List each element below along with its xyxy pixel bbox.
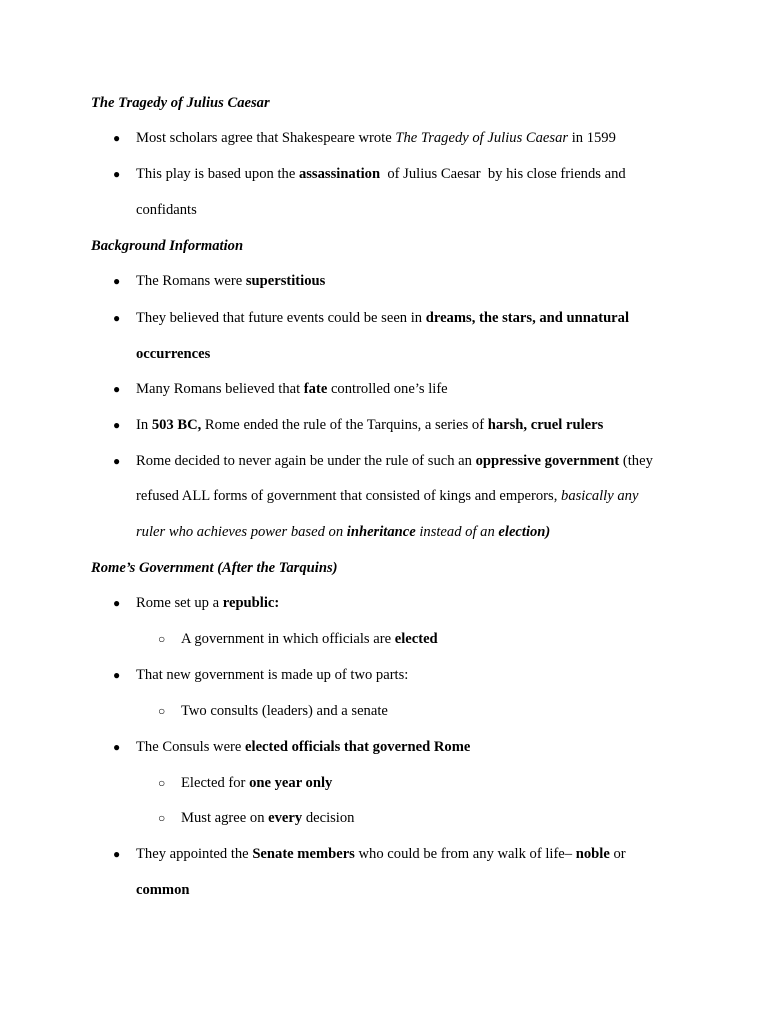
list-item-continuation: common	[136, 882, 190, 898]
sub-list-item: A government in which officials are elected	[181, 631, 438, 647]
sub-bullet-icon: ○	[158, 632, 166, 646]
list-item: The Romans were superstitious	[136, 273, 326, 289]
sub-bullet-icon: ○	[158, 811, 166, 825]
list-item: That new government is made up of two parts:	[136, 667, 409, 683]
list-item-continuation: occurrences	[136, 346, 211, 362]
bullet-icon: ●	[113, 382, 121, 396]
bullet-icon: ●	[113, 131, 121, 145]
section-heading: Rome’s Government (After the Tarquins)	[91, 560, 338, 576]
bullet-icon: ●	[113, 740, 121, 754]
bullet-icon: ●	[113, 167, 121, 181]
section-heading: Background Information	[91, 238, 244, 254]
list-item: Many Romans believed that fate controlled one’s life	[136, 381, 448, 397]
list-item: They appointed the Senate members who could be from any walk of life– noble or	[136, 846, 626, 862]
list-item: In 503 BC, Rome ended the rule of the Tarquins, a series of harsh, cruel rulers	[136, 417, 604, 433]
list-item: This play is based upon the assassination of Julius Caesar by his close friends and	[136, 166, 626, 182]
sub-list-item: Two consults (leaders) and a senate	[181, 703, 388, 719]
bullet-icon: ●	[113, 596, 121, 610]
bullet-icon: ●	[113, 668, 121, 682]
list-item: Rome set up a republic:	[136, 595, 280, 611]
list-item-continuation: confidants	[136, 202, 197, 218]
sub-list-item: Must agree on every decision	[181, 810, 355, 826]
bullet-icon: ●	[113, 454, 121, 468]
sub-list-item: Elected for one year only	[181, 775, 333, 791]
list-item-continuation: refused ALL forms of government that consisted of kings and emperors, basically any	[136, 488, 639, 504]
sub-bullet-icon: ○	[158, 776, 166, 790]
bullet-icon: ●	[113, 847, 121, 861]
list-item: Most scholars agree that Shakespeare wrote The Tragedy of Julius Caesar in 1599	[136, 130, 616, 146]
bullet-icon: ●	[113, 274, 121, 288]
bullet-icon: ●	[113, 311, 121, 325]
bullet-icon: ●	[113, 418, 121, 432]
section-heading: The Tragedy of Julius Caesar	[91, 95, 270, 111]
list-item: The Consuls were elected officials that governed Rome	[136, 739, 471, 755]
list-item: They believed that future events could be seen in dreams, the stars, and unnatural	[136, 310, 630, 326]
sub-bullet-icon: ○	[158, 704, 166, 718]
list-item: Rome decided to never again be under the rule of such an oppressive government (they	[136, 453, 653, 469]
list-item-continuation: ruler who achieves power based on inheritance instead of an election)	[136, 524, 551, 540]
